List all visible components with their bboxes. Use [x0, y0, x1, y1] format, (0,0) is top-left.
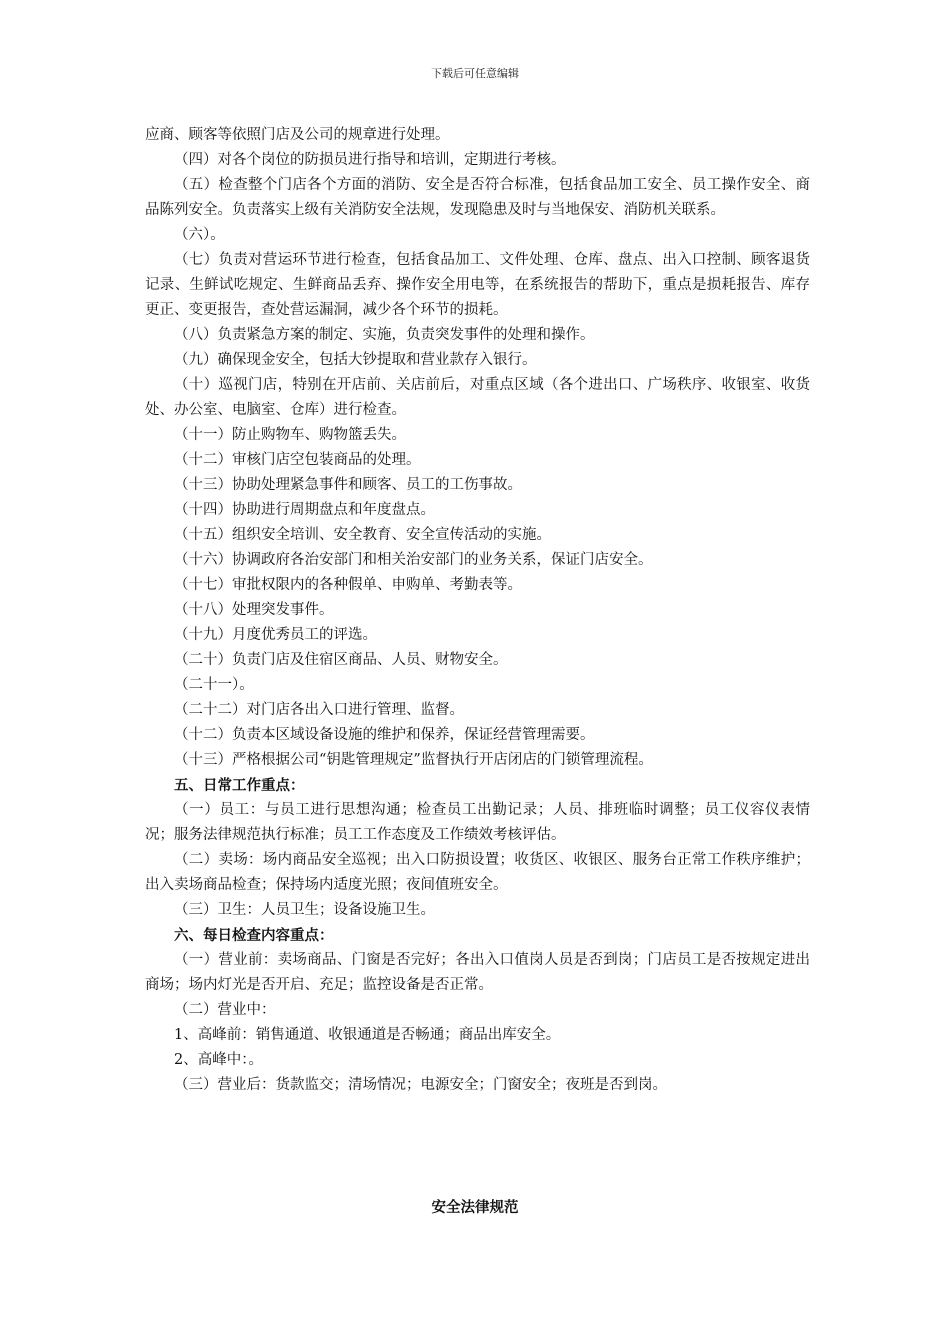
paragraph: （二十）负责门店及住宿区商品、人员、财物安全。: [174, 652, 508, 668]
paragraph: （十五）组织安全培训、安全教育、安全宣传活动的实施。: [174, 527, 551, 543]
section-heading: 五、日常工作重点：: [174, 777, 305, 794]
paragraph: （八）负责紧急方案的制定、实施，负责突发事件的处理和操作。: [174, 327, 595, 343]
paragraph: （二）卖场：场内商品安全巡视；出入口防损设置；收货区、收银区、服务台正常工作秩序维护；出入卖场商品检查；保持场内适度光照；夜间值班安全。: [145, 852, 810, 893]
document-body: [145, 123, 810, 1098]
paragraph: （十七）审批权限内的各种假单、申购单、考勤表等。: [174, 577, 522, 593]
paragraph: （十三）协助处理紧急事件和顾客、员工的工伤事故。: [174, 477, 522, 493]
section-heading: 六、每日检查内容重点：: [174, 927, 334, 944]
paragraph: （七）负责对营运环节进行检查，包括食品加工、文件处理、仓库、盘点、出入口控制、顾客退货记录、生鲜试吃规定、生鲜商品丢弃、操作安全用电等，在系统报告的帮助下，重点是损耗报告、库存更正、变更报告，查处营运漏洞，减少各个环节的损耗。: [145, 252, 810, 318]
page-header: 下载后可任意编辑: [431, 67, 519, 80]
paragraph: 1、高峰前：销售通道、收银通道是否畅通；商品出库安全。: [174, 1027, 561, 1043]
paragraph: （四）对各个岗位的防损员进行指导和培训，定期进行考核。: [174, 152, 566, 168]
paragraph: （二）营业中：: [174, 1002, 276, 1018]
paragraph: （三）营业后：货款监交；清场情况；电源安全；门窗安全；夜班是否到岗。: [174, 1077, 667, 1093]
paragraph: （一）营业前：卖场商品、门窗是否完好；各出入口值岗人员是否到岗；门店员工是否按规定进出商场；场内灯光是否开启、充足；监控设备是否正常。: [145, 952, 810, 993]
paragraph: （十八）处理突发事件。: [174, 602, 334, 618]
paragraph: 应商、顾客等依照门店及公司的规章进行处理。: [145, 127, 450, 143]
paragraph: （十）巡视门店，特别在开店前、关店前后，对重点区域（各个进出口、广场秩序、收银室、收货处、办公室、电脑室、仓库）进行检查。: [145, 377, 810, 418]
paragraph: （十六）协调政府各治安部门和相关治安部门的业务关系，保证门店安全。: [174, 552, 653, 568]
paragraph: （一）员工：与员工进行思想沟通；检查员工出勤记录；人员、排班临时调整；员工仪容仪表情况；服务法律规范执行标准；员工工作态度及工作绩效考核评估。: [145, 802, 810, 843]
paragraph: （九）确保现金安全，包括大钞提取和营业款存入银行。: [174, 352, 537, 368]
paragraph: （二十一）。: [174, 677, 254, 693]
paragraph: （十一）防止购物车、购物篮丢失。: [174, 427, 406, 443]
paragraph: （十九）月度优秀员工的评选。: [174, 627, 377, 643]
paragraph: （十四）协助进行周期盘点和年度盘点。: [174, 502, 435, 518]
paragraph: （六）。: [174, 227, 225, 243]
paragraph: （十三）严格根据公司“钥匙管理规定”监督执行开店闭店的门锁管理流程。: [174, 752, 653, 768]
section-title: 安全法律规范: [431, 1199, 519, 1216]
paragraph: （十二）负责本区域设备设施的维护和保养，保证经营管理需要。: [174, 727, 595, 743]
paragraph: 2、高峰中：。: [174, 1052, 263, 1068]
paragraph: （十二）审核门店空包装商品的处理。: [174, 452, 421, 468]
paragraph: （三）卫生：人员卫生；设备设施卫生。: [174, 902, 435, 918]
paragraph: （二十二）对门店各出入口进行管理、监督。: [174, 702, 464, 718]
paragraph: （五）检查整个门店各个方面的消防、安全是否符合标准，包括食品加工安全、员工操作安全、商品陈列安全。负责落实上级有关消防安全法规，发现隐患及时与当地保安、消防机关联系。: [145, 177, 810, 218]
